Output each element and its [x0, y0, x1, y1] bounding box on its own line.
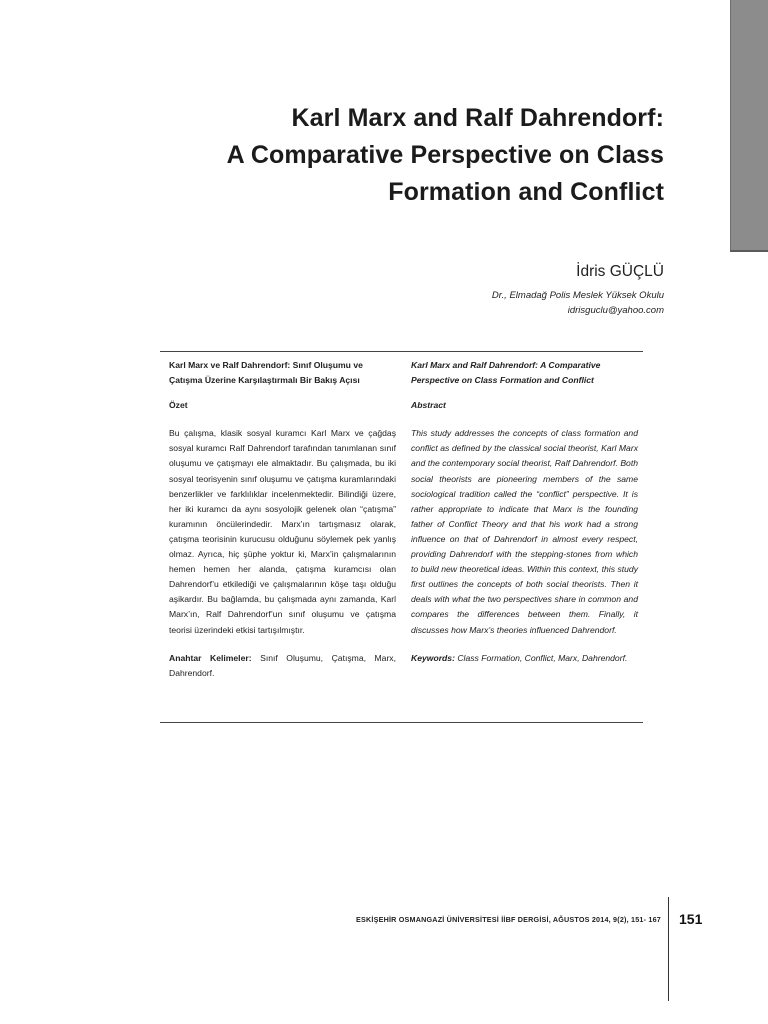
chapter-side-tab: [730, 0, 768, 252]
abstract-heading: Abstract: [411, 400, 446, 411]
author-name: İdris GÜÇLÜ: [576, 263, 664, 280]
abstract-table: [160, 351, 643, 723]
english-keywords: [411, 651, 638, 666]
abstract-turkish-column: [169, 358, 396, 681]
turkish-abstract-body: Bu çalışma, klasik sosyal kuramcı Karl Marx ve çağdaş sosyal kuramcı Ralf Dahrendorf tarafından tanımlanan sınıf oluşumu ve çatışmayı ele almaktadır. Bu çalışmada, bu iki sosyal teorisyenin sınıf oluşumu ve çatışma kuramlarındaki benzerlikler ve farklılıklar incelenmektedir. Bilindiği üzere, her iki kuramcı da aynı sosyolojik gelenek olan “çatışma” kuramının öncülerindedir. Marx’ın tartışmasız olarak, çatışma teorisinin kurucusu olduğunu söylemek pek yanlış olmaz. Ayrıca, hiç şüphe yoktur ki, Marx’in çalışmalarının hemen hemen her alanda, çatışma kuramcısı olan Dahrendorf’u etkilediği ve çalışmalarının köşe taşı olduğu aşikardır. Bu bağlamda, bu çalışmada aynı zamanda, Karl Marx’ın, Ralf Dahrendorf’un sınıf oluşumu ve çatışma teorisi üzerindeki etkisi tartışılmıştır.: [169, 428, 396, 635]
turkish-title: Karl Marx ve Ralf Dahrendorf: Sınıf Oluşumu ve Çatışma Üzerine Karşılaştırmalı Bir Bakış Açısı: [169, 360, 363, 386]
footer-divider: [668, 897, 669, 1001]
ozet-heading: Özet: [169, 400, 188, 411]
english-keywords-label: Keywords:: [411, 652, 455, 663]
title-line-3: Formation and Conflict: [388, 178, 664, 206]
article-title: [144, 100, 664, 211]
turkish-keywords-list: Sınıf Oluşumu, Çatışma, Marx, Dahrendorf.: [169, 652, 396, 678]
title-line-1: Karl Marx and Ralf Dahrendorf:: [291, 104, 664, 132]
author-affiliation: Dr., Elmadağ Polis Meslek Yüksek Okulu: [491, 290, 664, 301]
page-number: 151: [679, 911, 703, 927]
english-keywords-list: Class Formation, Conflict, Marx, Dahrendorf.: [457, 652, 628, 663]
title-line-2: A Comparative Perspective on Class: [226, 141, 664, 169]
english-title: Karl Marx and Ralf Dahrendorf: A Comparative Perspective on Class Formation and Conflict: [411, 360, 601, 386]
abstract-english-column: [411, 358, 638, 666]
english-abstract-body: This study addresses the concepts of class formation and conflict as defined by the classical social theorist, Karl Marx and the contemporary social theorist, Ralf Dahrendorf. Both social theorists are pioneering members of the same sociological tradition called the “conflict” perspective. It is rather appropriate to indicate that Marx is the founding father of Conflict Theory and that his work had a strong influence on that of Dahrendorf in almost every respect, providing Dahrendorf with the stepping-stones from which to build new theoretical ideas. Within this context, this study first outlines the concepts of both social theorists. Then it deals with what the two perspectives share in common and compares the differences between them. Finally, it discusses how Marx’s theories influenced Dahrendorf.: [411, 428, 638, 635]
turkish-keywords-label: Anahtar Kelimeler:: [169, 652, 252, 663]
turkish-keywords: [169, 651, 396, 681]
journal-footer: ESKİŞEHİR OSMANGAZİ ÜNİVERSİTESİ İİBF DERGİSİ, AĞUSTOS 2014, 9(2), 151- 167: [356, 915, 661, 924]
author-block: [264, 262, 664, 318]
author-email: idrisguclu@yahoo.com: [567, 305, 664, 316]
